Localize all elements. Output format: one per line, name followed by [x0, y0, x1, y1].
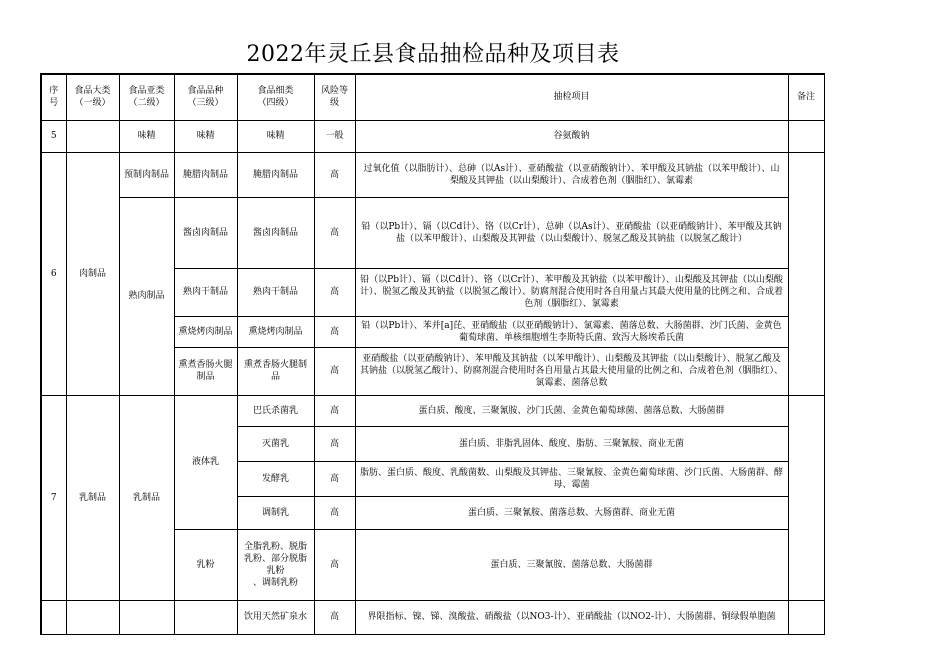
cell-cat4: 腌腊肉制品 [237, 152, 314, 197]
cell-cat4: 灭菌乳 [237, 426, 314, 461]
cell-risk: 高 [314, 152, 355, 197]
cell-cat4: 熏煮香肠火腿制品 [237, 347, 314, 395]
cell-risk: 高 [314, 600, 355, 634]
cell-cat3: 熏煮香肠火腿制品 [174, 347, 237, 395]
cell-cat1: 乳制品 [66, 395, 119, 600]
header-remark: 备注 [788, 74, 824, 120]
page-title: 2022年灵丘县食品抽检品种及项目表 [246, 42, 620, 67]
cell-cat1 [66, 120, 119, 152]
cell-items: 蛋白质、三聚氰胺、菌落总数、大肠菌群、商业无菌 [355, 496, 788, 529]
table-row [41, 120, 824, 152]
header-row [41, 74, 824, 120]
cell-cat4: 调制乳 [237, 496, 314, 529]
cell-remark [788, 152, 824, 395]
cell-risk: 高 [314, 426, 355, 461]
cell-items: 铅（以Pb计）、镉（以Cd计）、铬（以Cr计）、苯甲酸及其钠盐（以苯甲酸计）、山梨酸及其钾盐（以山梨酸计）、脱氢乙酸及其钠盐（以脱氢乙酸计）、防腐剂混合使用时各自用量占其最大使用量的比例之和、合成着色剂（胭脂红）、氯霉素 [355, 268, 788, 316]
cell-risk: 高 [314, 347, 355, 395]
cell-seq [41, 600, 66, 634]
cell-cat4: 熏烧烤肉制品 [237, 316, 314, 347]
header-seq: 序号 [41, 74, 66, 120]
cell-cat3: 液体乳 [174, 395, 237, 529]
cell-risk: 高 [314, 496, 355, 529]
header-cat3: 食品品种 （三级） [174, 74, 237, 120]
cell-items: 铅（以Pb计）、镉（以Cd计）、铬（以Cr计）、总砷（以As计）、亚硝酸盐（以亚硝酸钠计）、苯甲酸及其钠盐（以苯甲酸计）、山梨酸及其钾盐（以山梨酸计）、脱氢乙酸及其钠盐（以脱氢乙酸计） [355, 197, 788, 268]
cell-items: 谷氨酸钠 [355, 120, 788, 152]
header-cat1: 食品大类 （一级） [66, 74, 119, 120]
header-cat4: 食品细类 （四级） [237, 74, 314, 120]
cell-cat4: 熟肉干制品 [237, 268, 314, 316]
cell-cat1: 肉制品 [66, 152, 119, 395]
cell-cat4: 饮用天然矿泉水 [237, 600, 314, 634]
cell-remark [788, 395, 824, 600]
cell-items: 过氧化值（以脂肪计）、总砷（以As计）、亚硝酸盐（以亚硝酸钠计）、苯甲酸及其钠盐（以苯甲酸计）、山梨酸及其钾盐（以山梨酸计）、合成着色剂（胭脂红）、氯霉素 [355, 152, 788, 197]
cell-cat3: 熟肉干制品 [174, 268, 237, 316]
cell-items: 蛋白质、酸度、三聚氰胺、沙门氏菌、金黄色葡萄球菌、菌落总数、大肠菌群 [355, 395, 788, 426]
cell-cat1 [66, 600, 119, 634]
cell-items: 脂肪、蛋白质、酸度、乳酸菌数、山梨酸及其钾盐、三聚氰胺、金黄色葡萄球菌、沙门氏菌、大肠菌群、酵母、霉菌 [355, 461, 788, 496]
cell-cat2 [119, 600, 174, 634]
cell-risk: 高 [314, 461, 355, 496]
cell-cat3: 味精 [174, 120, 237, 152]
cell-cat3: 乳粉 [174, 529, 237, 600]
cell-items: 蛋白质、三聚氰胺、菌落总数、大肠菌群 [355, 529, 788, 600]
cell-cat3: 腌腊肉制品 [174, 152, 237, 197]
cell-cat2: 熟肉制品 [119, 197, 174, 395]
cell-risk: 高 [314, 197, 355, 268]
cell-cat3: 熏烧烤肉制品 [174, 316, 237, 347]
cell-items: 铅（以Pb计）、苯并[a]芘、亚硝酸盐（以亚硝酸钠计）、氯霉素、菌落总数、大肠菌群、沙门氏菌、金黄色葡萄球菌、单核细胞增生李斯特氏菌、致泻大肠埃希氏菌 [355, 316, 788, 347]
cell-seq: 5 [41, 120, 66, 152]
cell-items: 界限指标、镍、锑、溴酸盐、硝酸盐（以NO3-计）、亚硝酸盐（以NO2-计）、大肠菌群、铜绿假单胞菌 [355, 600, 788, 634]
table-row [41, 395, 824, 426]
cell-seq: 6 [41, 152, 66, 395]
cell-cat4: 酱卤肉制品 [237, 197, 314, 268]
header-items: 抽检项目 [355, 74, 788, 120]
cell-risk: 高 [314, 316, 355, 347]
table-row [41, 152, 824, 197]
header-risk: 风险等 级 [314, 74, 355, 120]
cell-items: 亚硝酸盐（以亚硝酸钠计）、苯甲酸及其钠盐（以苯甲酸计）、山梨酸及其钾盐（以山梨酸计）、脱氢乙酸及其钠盐（以脱氢乙酸计）、防腐剂混合使用时各自用量占其最大使用量的比例之和、合成着色剂（胭脂红）、氯霉素、菌落总数 [355, 347, 788, 395]
cell-cat4: 发酵乳 [237, 461, 314, 496]
cell-risk: 高 [314, 268, 355, 316]
cell-seq: 7 [41, 395, 66, 600]
table-row [41, 600, 824, 634]
cell-cat4: 味精 [237, 120, 314, 152]
header-cat2: 食品亚类 （二级） [119, 74, 174, 120]
cell-cat2: 乳制品 [119, 395, 174, 600]
cell-cat4: 巴氏杀菌乳 [237, 395, 314, 426]
cell-remark [788, 120, 824, 152]
inspection-table [40, 73, 825, 635]
cell-risk: 高 [314, 395, 355, 426]
cell-cat2: 味精 [119, 120, 174, 152]
cell-risk: 高 [314, 529, 355, 600]
cell-items: 蛋白质、非脂乳固体、酸度、脂肪、三聚氰胺、商业无菌 [355, 426, 788, 461]
cell-cat4: 全脂乳粉、脱脂乳粉、部分脱脂乳粉 、调制乳粉 [237, 529, 314, 600]
cell-cat3: 酱卤肉制品 [174, 197, 237, 268]
cell-risk: 一般 [314, 120, 355, 152]
cell-remark [788, 600, 824, 634]
cell-cat3 [174, 600, 237, 634]
table-row [41, 197, 824, 268]
cell-cat2: 预制肉制品 [119, 152, 174, 197]
